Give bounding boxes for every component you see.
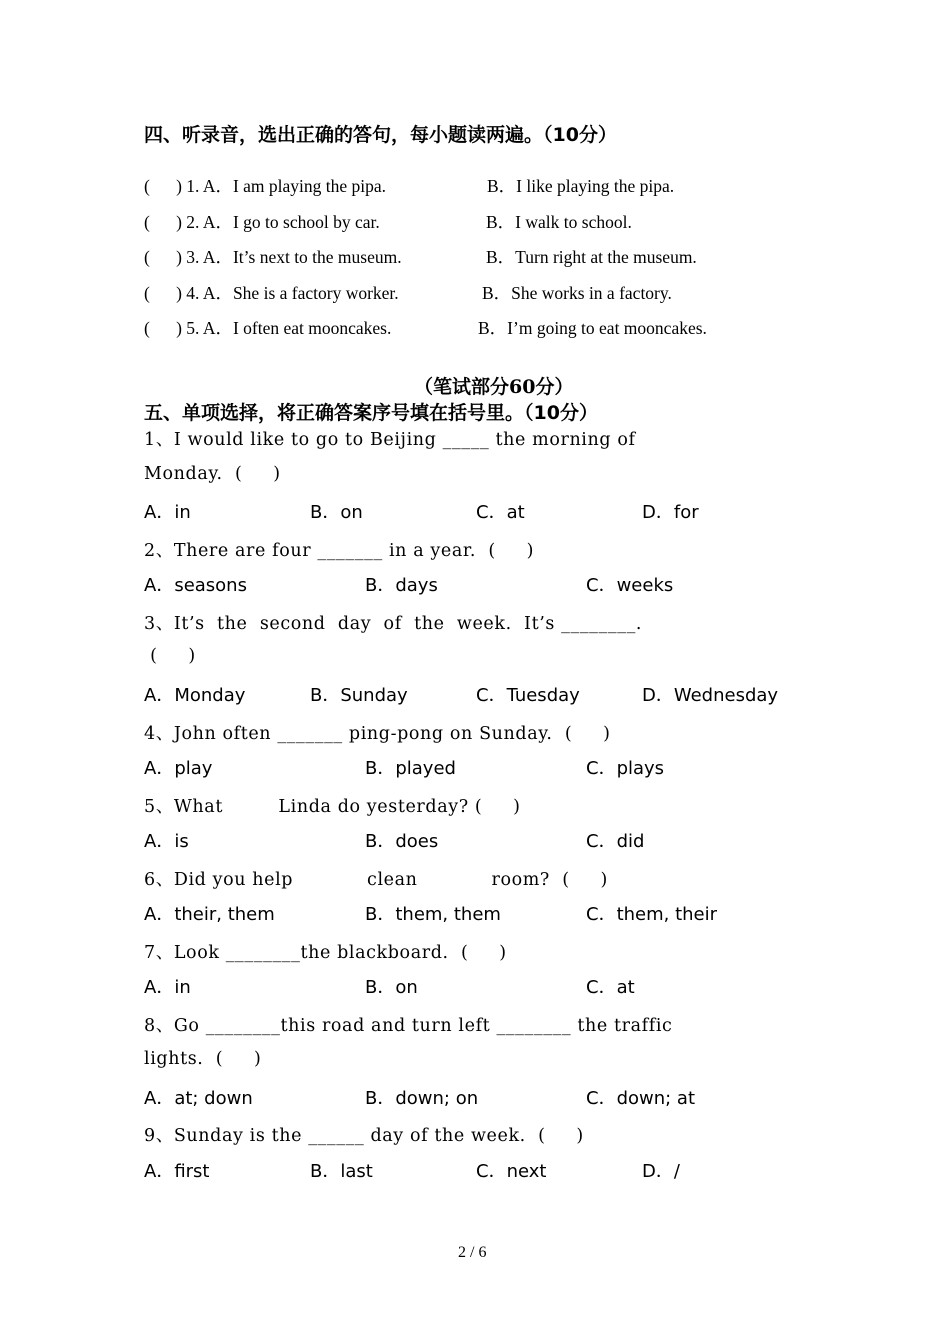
question-3-option-c: C．Tuesday	[476, 685, 580, 706]
question-3-line-2: ( )	[144, 646, 196, 666]
question-4-option-b: B．played	[365, 758, 456, 779]
question-7-option-b: B．on	[365, 977, 418, 998]
listening-item-5-a: ( ) 5. A．I often eat mooncakes.	[144, 318, 392, 338]
question-2-option-b: B．days	[365, 575, 438, 596]
question-1-option-c: C．at	[476, 502, 525, 523]
question-9-option-d: D．/	[642, 1161, 680, 1182]
written-part-heading: （笔试部分60分）	[414, 376, 574, 398]
question-3-option-d: D．Wednesday	[642, 685, 779, 706]
question-9-option-b: B．last	[310, 1161, 373, 1182]
question-2-option-a: A．seasons	[144, 575, 247, 596]
question-8-option-c: C．down; at	[586, 1088, 696, 1109]
question-8-line-2: lights. ( )	[144, 1049, 262, 1069]
question-4-option-c: C．plays	[586, 758, 665, 779]
question-7-option-a: A．in	[144, 977, 191, 998]
question-1-option-d: D．for	[642, 502, 699, 523]
question-6-option-b: B．them, them	[365, 904, 501, 925]
page-number: 2 / 6	[458, 1244, 487, 1261]
question-1-line-1: 1、I would like to go to Beijing _____ the morning of	[144, 430, 636, 450]
listening-item-1-b: B．I like playing the pipa.	[487, 176, 675, 196]
listening-item-4-a: ( ) 4. A．She is a factory worker.	[144, 283, 399, 303]
question-5-option-b: B．does	[365, 831, 439, 852]
question-8-option-a: A．at; down	[144, 1088, 253, 1109]
question-9-line-1: 9、Sunday is the ______ day of the week. ( )	[144, 1126, 584, 1146]
question-5-line-1: 5、What Linda do yesterday? ( )	[144, 797, 521, 817]
question-4-option-a: A．play	[144, 758, 213, 779]
question-3-option-a: A．Monday	[144, 685, 246, 706]
listening-item-2-a: ( ) 2. A．I go to school by car.	[144, 212, 380, 232]
question-2-line-1: 2、There are four _______ in a year. ( )	[144, 541, 535, 561]
question-3-line-1: 3、It’s the second day of the week. It’s ________.	[144, 614, 643, 634]
question-6-option-a: A．their, them	[144, 904, 275, 925]
question-1-line-2: Monday. ( )	[144, 464, 281, 484]
question-6-line-1: 6、Did you help clean room? ( )	[144, 870, 608, 890]
question-5-option-a: A．is	[144, 831, 189, 852]
listening-item-2-b: B．I walk to school.	[486, 212, 632, 232]
listening-item-3-a: ( ) 3. A．It’s next to the museum.	[144, 247, 402, 267]
question-6-option-c: C．them, their	[586, 904, 718, 925]
question-8-option-b: B．down; on	[365, 1088, 479, 1109]
question-7-option-c: C．at	[586, 977, 635, 998]
question-7-line-1: 7、Look ________the blackboard. ( )	[144, 943, 507, 963]
listening-item-5-b: B．I’m going to eat mooncakes.	[478, 318, 707, 338]
question-9-option-a: A．first	[144, 1161, 210, 1182]
section-4-title: 四、听录音，选出正确的答句，每小题读两遍。（10分）	[144, 124, 617, 146]
question-2-option-c: C．weeks	[586, 575, 674, 596]
question-4-line-1: 4、John often _______ ping-pong on Sunday. ( )	[144, 724, 611, 744]
listening-item-1-a: ( ) 1. A．I am playing the pipa.	[144, 176, 387, 196]
question-1-option-b: B．on	[310, 502, 363, 523]
question-5-option-c: C．did	[586, 831, 645, 852]
question-9-option-c: C．next	[476, 1161, 547, 1182]
question-8-line-1: 8、Go ________this road and turn left ________ the traffic	[144, 1016, 673, 1036]
question-3-option-b: B．Sunday	[310, 685, 408, 706]
listening-item-4-b: B．She works in a factory.	[482, 283, 672, 303]
question-1-option-a: A．in	[144, 502, 191, 523]
section-5-title: 五、单项选择，将正确答案序号填在括号里。（10分）	[144, 402, 598, 424]
listening-item-3-b: B．Turn right at the museum.	[486, 247, 697, 267]
